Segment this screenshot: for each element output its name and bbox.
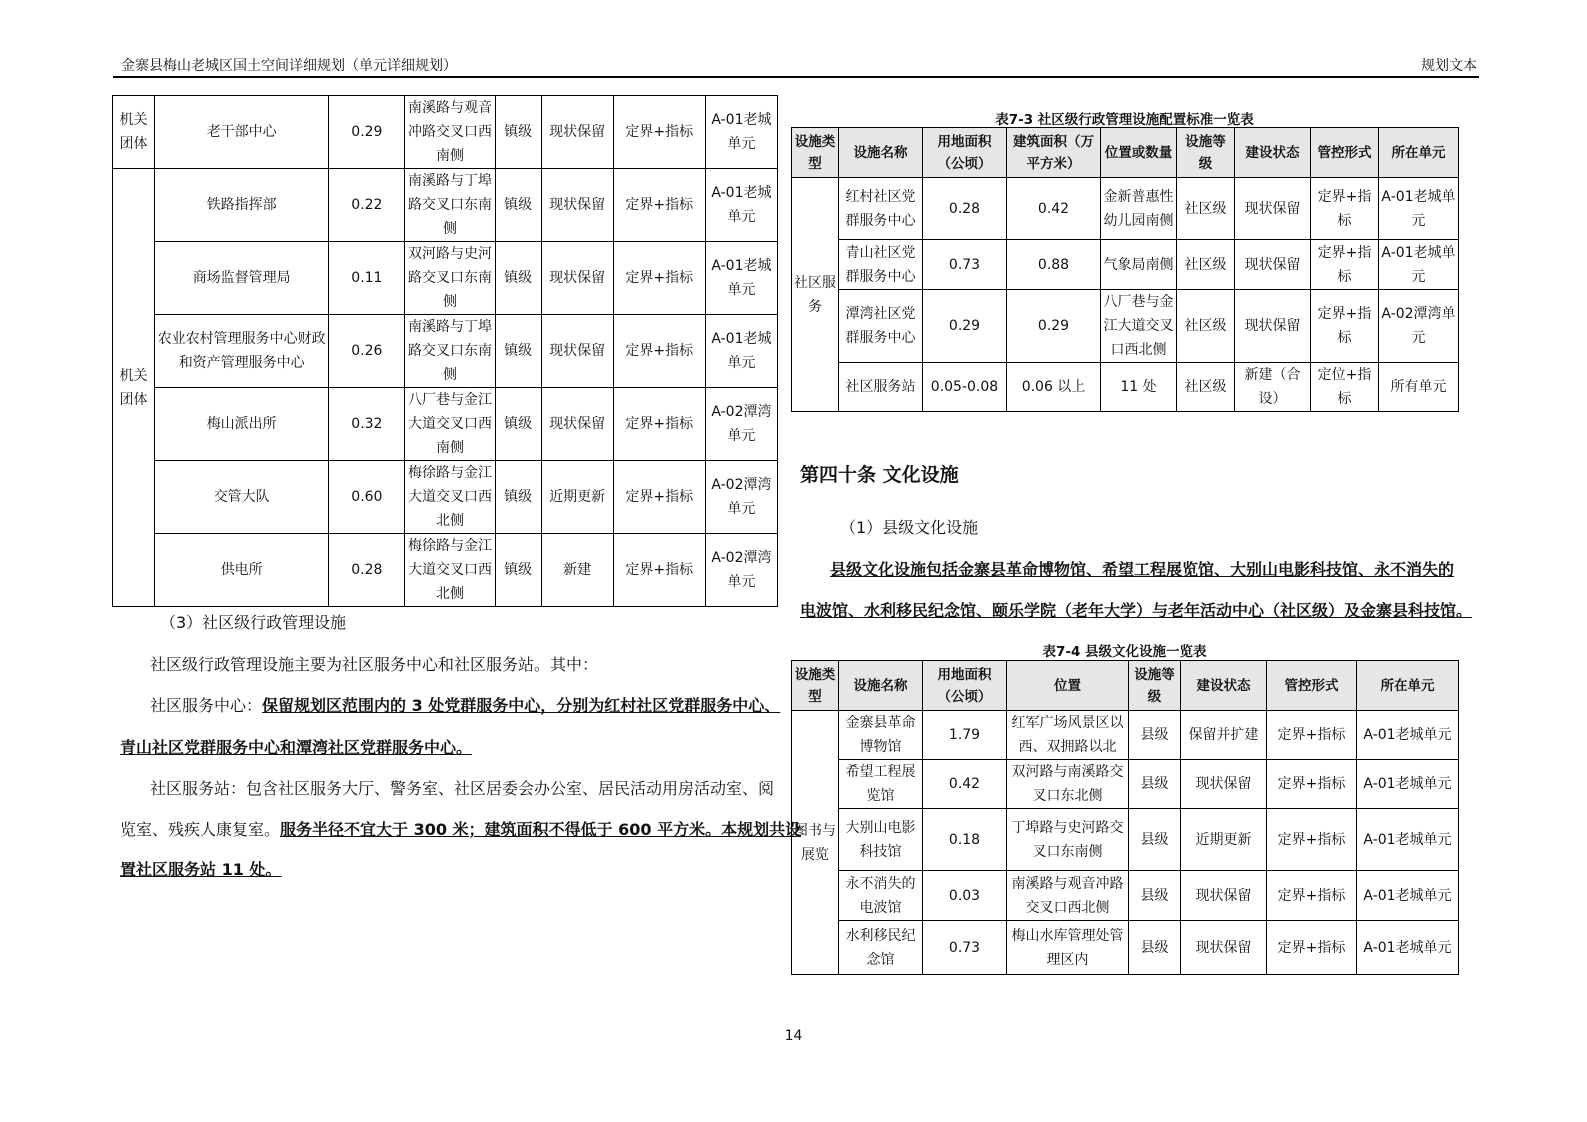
header-cell: 设施等级 xyxy=(1129,661,1181,711)
facility-name: 金寨县革命博物馆 xyxy=(839,711,923,760)
control-form: 定界+指标 xyxy=(1311,290,1379,363)
control-form: 定界+指标 xyxy=(1267,760,1357,809)
header-cell: 设施等级 xyxy=(1177,128,1235,178)
header-cell: 位置或数量 xyxy=(1101,128,1177,178)
build-status: 近期更新 xyxy=(541,461,613,534)
culture-paragraph-line2 xyxy=(800,598,1472,621)
control-form: 定界+指标 xyxy=(613,242,705,315)
planning-unit: A-01老城单元 xyxy=(1357,871,1459,921)
header-cell: 管控形式 xyxy=(1267,661,1357,711)
document-type: 规划文本 xyxy=(1421,58,1477,74)
location: 八厂巷与金江大道交叉口西南侧 xyxy=(405,388,495,461)
land-area: 1.79 xyxy=(923,711,1007,760)
facility-name: 梅山派出所 xyxy=(155,388,329,461)
build-status: 现状保留 xyxy=(1235,290,1311,363)
facility-level: 县级 xyxy=(1129,809,1181,871)
page-number: 14 xyxy=(784,1028,803,1044)
location: 丁埠路与史河路交叉口东南侧 xyxy=(1007,809,1129,871)
control-form: 定界+指标 xyxy=(1311,178,1379,240)
building-area: 0.06 以上 xyxy=(1007,363,1101,412)
control-form: 定界+指标 xyxy=(613,169,705,242)
culture-emphasis-1: 县级文化设施包括金寨县革命博物馆、希望工程展览馆、大别山电影科技馆、永不消失的 xyxy=(830,560,1455,579)
planning-unit: A-02潭湾单元 xyxy=(1379,290,1459,363)
government-org-table xyxy=(112,95,778,607)
facility-name: 希望工程展览馆 xyxy=(839,760,923,809)
build-status: 现状保留 xyxy=(541,388,613,461)
header-cell: 设施类型 xyxy=(792,128,839,178)
category-cell: 图书与展览 xyxy=(792,711,839,975)
location: 金新普惠性幼儿园南侧 xyxy=(1101,178,1177,240)
control-form: 定界+指标 xyxy=(613,388,705,461)
facility-level: 县级 xyxy=(1129,871,1181,921)
category-cell: 机关团体 xyxy=(113,96,155,169)
build-status: 现状保留 xyxy=(1235,178,1311,240)
table-7-3-caption: 表7-3 社区级行政管理设施配置标准一览表 xyxy=(995,112,1254,128)
header-cell: 用地面积（公顷） xyxy=(923,128,1007,178)
facility-name: 老干部中心 xyxy=(155,96,329,169)
label-service-center: 社区服务中心： xyxy=(150,696,263,715)
facility-level: 社区级 xyxy=(1177,178,1235,240)
planning-unit: A-01老城单元 xyxy=(1357,809,1459,871)
planning-unit: A-02潭湾单元 xyxy=(705,461,777,534)
build-status: 近期更新 xyxy=(1181,809,1267,871)
building-area: 0.42 xyxy=(1007,178,1101,240)
land-area: 0.42 xyxy=(923,760,1007,809)
location: 11 处 xyxy=(1101,363,1177,412)
location: 梅徐路与金江大道交叉口西北侧 xyxy=(405,461,495,534)
building-area: 0.29 xyxy=(1007,290,1101,363)
build-status: 现状保留 xyxy=(541,96,613,169)
facility-level: 社区级 xyxy=(1177,363,1235,412)
sub-heading-community-admin: （3）社区级行政管理设施 xyxy=(160,613,347,632)
header-cell: 管控形式 xyxy=(1311,128,1379,178)
control-form: 定界+指标 xyxy=(613,96,705,169)
header-cell: 建设状态 xyxy=(1235,128,1311,178)
build-status: 现状保留 xyxy=(1181,871,1267,921)
planning-unit: A-01老城单元 xyxy=(1357,711,1459,760)
culture-paragraph-line1 xyxy=(830,557,1454,580)
sub-heading-county-culture: （1）县级文化设施 xyxy=(840,518,979,537)
header-cell: 建筑面积（万平方米） xyxy=(1007,128,1101,178)
facility-level: 镇级 xyxy=(495,315,541,388)
service-center-emphasis: 保留规划区范围内的 3 处党群服务中心，分别为红村社区党群服务中心、 xyxy=(262,696,781,715)
header-cell: 所在单元 xyxy=(1357,661,1459,711)
land-area: 0.11 xyxy=(329,242,405,315)
planning-unit: A-02潭湾单元 xyxy=(705,388,777,461)
header-cell: 所在单元 xyxy=(1379,128,1459,178)
control-form: 定界+指标 xyxy=(613,534,705,607)
control-form: 定界+指标 xyxy=(613,315,705,388)
planning-unit: A-01老城单元 xyxy=(1379,240,1459,290)
category-cell: 机关团体 xyxy=(113,169,155,607)
table-7-3 xyxy=(791,127,1459,412)
table-7-4 xyxy=(791,660,1459,975)
paragraph-service-station-end xyxy=(120,857,281,880)
header-cell: 位置 xyxy=(1007,661,1129,711)
location: 双河路与南溪路交叉口东北侧 xyxy=(1007,760,1129,809)
build-status: 新建 xyxy=(541,534,613,607)
facility-name: 大别山电影科技馆 xyxy=(839,809,923,871)
facility-name: 商场监督管理局 xyxy=(155,242,329,315)
service-station-plain: 览室、残疾人康复室。 xyxy=(120,820,281,839)
control-form: 定界+指标 xyxy=(1267,871,1357,921)
service-center-emphasis-cont: 青山社区党群服务中心和潭湾社区党群服务中心。 xyxy=(120,738,473,757)
planning-unit: A-01老城单元 xyxy=(705,96,777,169)
build-status: 现状保留 xyxy=(541,169,613,242)
land-area: 0.22 xyxy=(329,169,405,242)
paragraph-service-station-cont xyxy=(120,817,801,840)
location: 南溪路与观音冲路交叉口西南侧 xyxy=(405,96,495,169)
facility-level: 县级 xyxy=(1129,711,1181,760)
category-cell: 社区服务 xyxy=(792,178,839,412)
planning-unit: A-01老城单元 xyxy=(1379,178,1459,240)
facility-name: 红村社区党群服务中心 xyxy=(839,178,923,240)
facility-level: 县级 xyxy=(1129,760,1181,809)
culture-emphasis-2: 电波馆、水利移民纪念馆、颐乐学院（老年大学）与老年活动中心（社区级）及金寨县科技馆。 xyxy=(800,601,1473,620)
facility-name: 农业农村管理服务中心财政和资产管理服务中心 xyxy=(155,315,329,388)
paragraph-intro: 社区级行政管理设施主要为社区服务中心和社区服务站。其中： xyxy=(150,655,599,674)
section-title-culture: 第四十条 文化设施 xyxy=(800,464,959,486)
paragraph-service-center xyxy=(150,693,780,716)
control-form: 定界+指标 xyxy=(1267,809,1357,871)
paragraph-service-station: 社区服务站：包含社区服务大厅、警务室、社区居委会办公室、居民活动用房活动室、阅 xyxy=(150,779,775,798)
header-cell: 用地面积（公顷） xyxy=(923,661,1007,711)
service-station-emphasis-end: 置社区服务站 11 处。 xyxy=(120,860,282,879)
facility-name: 铁路指挥部 xyxy=(155,169,329,242)
header-cell: 设施名称 xyxy=(839,128,923,178)
control-form: 定界+指标 xyxy=(1267,921,1357,975)
facility-level: 镇级 xyxy=(495,461,541,534)
land-area: 0.28 xyxy=(923,178,1007,240)
land-area: 0.73 xyxy=(923,240,1007,290)
build-status: 现状保留 xyxy=(1181,921,1267,975)
table-7-4-caption: 表7-4 县级文化设施一览表 xyxy=(1042,644,1207,660)
land-area: 0.03 xyxy=(923,871,1007,921)
land-area: 0.73 xyxy=(923,921,1007,975)
planning-unit: A-01老城单元 xyxy=(705,242,777,315)
location: 梅徐路与金江大道交叉口西北侧 xyxy=(405,534,495,607)
control-form: 定界+指标 xyxy=(1311,240,1379,290)
build-status: 现状保留 xyxy=(541,315,613,388)
facility-name: 社区服务站 xyxy=(839,363,923,412)
header-divider xyxy=(113,76,1479,78)
build-status: 现状保留 xyxy=(1235,240,1311,290)
land-area: 0.28 xyxy=(329,534,405,607)
land-area: 0.26 xyxy=(329,315,405,388)
control-form: 定界+指标 xyxy=(1267,711,1357,760)
header-cell: 设施类型 xyxy=(792,661,839,711)
land-area: 0.29 xyxy=(329,96,405,169)
location: 气象局南侧 xyxy=(1101,240,1177,290)
location: 红军广场风景区以西、双拥路以北 xyxy=(1007,711,1129,760)
land-area: 0.05-0.08 xyxy=(923,363,1007,412)
header-cell: 设施名称 xyxy=(839,661,923,711)
land-area: 0.60 xyxy=(329,461,405,534)
location: 南溪路与丁埠路交叉口东南侧 xyxy=(405,315,495,388)
facility-level: 镇级 xyxy=(495,388,541,461)
facility-name: 水利移民纪念馆 xyxy=(839,921,923,975)
facility-level: 县级 xyxy=(1129,921,1181,975)
location: 梅山水库管理处管理区内 xyxy=(1007,921,1129,975)
location: 南溪路与丁埠路交叉口东南侧 xyxy=(405,169,495,242)
land-area: 0.29 xyxy=(923,290,1007,363)
planning-unit: A-01老城单元 xyxy=(705,169,777,242)
build-status: 现状保留 xyxy=(541,242,613,315)
facility-name: 永不消失的电波馆 xyxy=(839,871,923,921)
facility-level: 镇级 xyxy=(495,96,541,169)
facility-level: 社区级 xyxy=(1177,240,1235,290)
facility-name: 青山社区党群服务中心 xyxy=(839,240,923,290)
facility-level: 镇级 xyxy=(495,242,541,315)
building-area: 0.88 xyxy=(1007,240,1101,290)
location: 双河路与史河路交叉口东南侧 xyxy=(405,242,495,315)
paragraph-service-center-cont xyxy=(120,735,472,758)
facility-level: 镇级 xyxy=(495,534,541,607)
facility-name: 交管大队 xyxy=(155,461,329,534)
land-area: 0.18 xyxy=(923,809,1007,871)
build-status: 现状保留 xyxy=(1181,760,1267,809)
facility-name: 潭湾社区党群服务中心 xyxy=(839,290,923,363)
location: 南溪路与观音冲路交叉口西北侧 xyxy=(1007,871,1129,921)
facility-level: 社区级 xyxy=(1177,290,1235,363)
land-area: 0.32 xyxy=(329,388,405,461)
service-station-emphasis: 服务半径不宜大于 300 米；建筑面积不得低于 600 平方米。本规划共设 xyxy=(280,820,802,839)
facility-level: 镇级 xyxy=(495,169,541,242)
build-status: 新建（合设） xyxy=(1235,363,1311,412)
control-form: 定界+指标 xyxy=(613,461,705,534)
planning-unit: A-01老城单元 xyxy=(1357,760,1459,809)
planning-unit: A-01老城单元 xyxy=(705,315,777,388)
control-form: 定位+指标 xyxy=(1311,363,1379,412)
planning-unit: A-02潭湾单元 xyxy=(705,534,777,607)
location: 八厂巷与金江大道交叉口西北侧 xyxy=(1101,290,1177,363)
document-title: 金寨县梅山老城区国土空间详细规划（单元详细规划） xyxy=(121,58,457,74)
header-cell: 建设状态 xyxy=(1181,661,1267,711)
facility-name: 供电所 xyxy=(155,534,329,607)
planning-unit: A-01老城单元 xyxy=(1357,921,1459,975)
build-status: 保留并扩建 xyxy=(1181,711,1267,760)
planning-unit: 所有单元 xyxy=(1379,363,1459,412)
